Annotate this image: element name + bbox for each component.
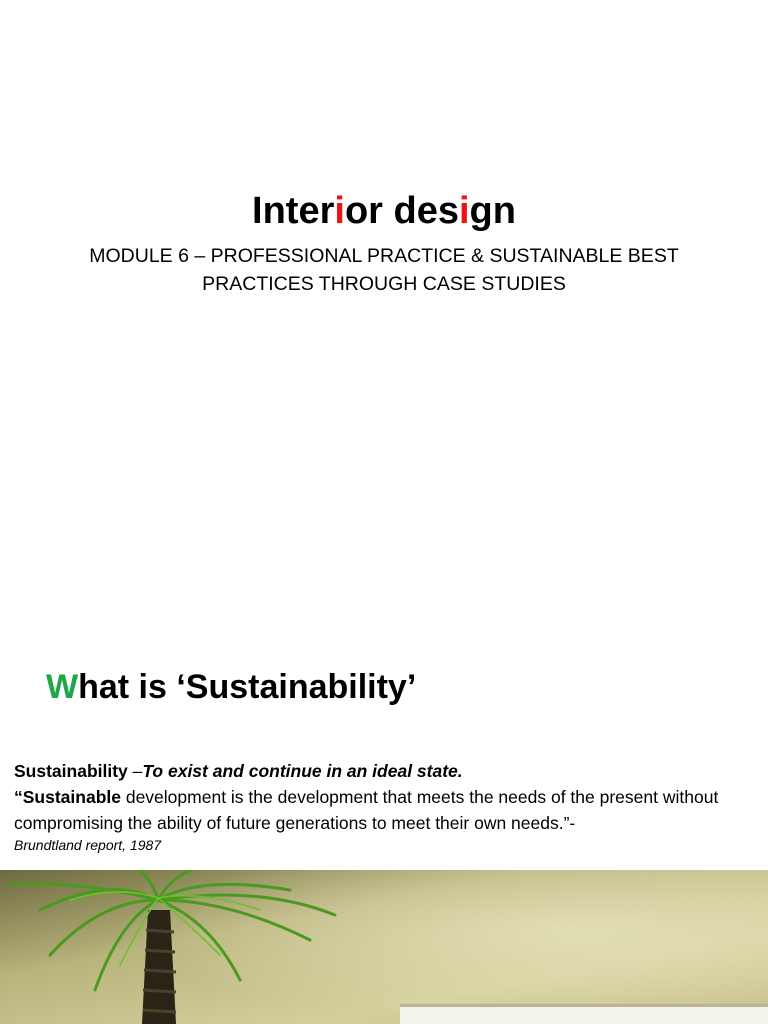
quote-paragraph	[14, 784, 754, 854]
slide-heading	[46, 668, 416, 707]
subtitle-line: MODULE 6 – PROFESSIONAL PRACTICE & SUSTAINABLE BEST	[89, 245, 679, 267]
title-part: gn	[469, 190, 516, 232]
palm-wall-image	[0, 870, 768, 1024]
definition-line	[14, 758, 754, 784]
title-part: Inter	[252, 190, 335, 232]
white-furniture	[400, 1006, 768, 1024]
quote-text: development is the development that meets the needs of the present without compromising the ability of future generations to meet their own needs.”-	[14, 787, 719, 833]
title-highlight-letter: i	[458, 190, 470, 232]
interior-photo	[0, 870, 768, 1024]
title-part: or des	[344, 190, 459, 232]
slide-sustainability	[0, 576, 768, 1024]
definition-dash: –	[127, 761, 143, 781]
slide-body	[14, 758, 754, 854]
slide-subtitle	[84, 242, 684, 298]
citation: Brundtland report, 1987	[14, 837, 162, 853]
heading-initial-letter: W	[46, 668, 79, 706]
definition-term: Sustainability	[14, 761, 128, 781]
subtitle-line: PRACTICES THROUGH CASE STUDIES	[202, 273, 566, 295]
title-highlight-letter: i	[334, 190, 345, 232]
definition-text: To exist and continue in an ideal state.	[142, 761, 463, 781]
quote-open: “Sustainable	[14, 787, 121, 807]
palm-trunk	[142, 910, 176, 1024]
heading-text: hat is ‘Sustainability’	[78, 668, 417, 706]
slide-title-heading	[0, 190, 768, 233]
